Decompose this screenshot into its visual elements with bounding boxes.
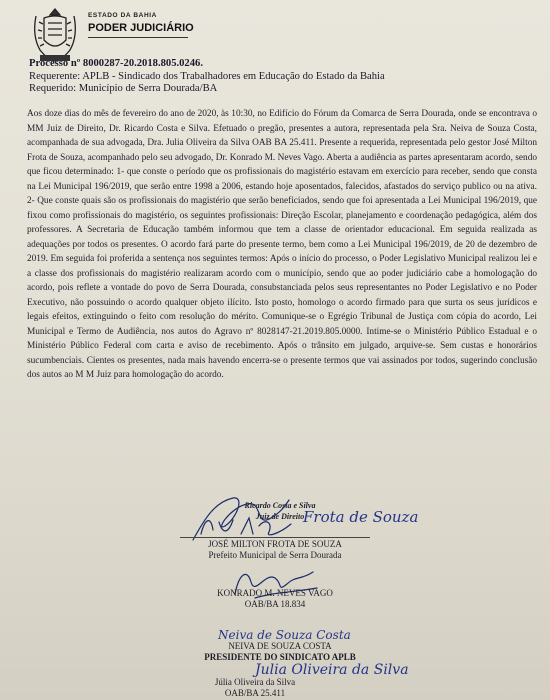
state-name: ESTADO DA BAHIA — [88, 12, 157, 19]
mayor-handwritten-name: Frota de Souza — [303, 508, 419, 526]
header-rule — [88, 37, 188, 38]
mayor-title: Prefeito Municipal de Serra Dourada — [208, 550, 342, 560]
union-lawyer-block — [190, 677, 320, 699]
letterhead — [28, 6, 328, 66]
union-president-title: PRESIDENTE DO SINDICATO APLB — [204, 652, 356, 662]
judge-title: Juiz de Direito — [255, 512, 305, 521]
plaintiff-line: Requerente: APLB - Sindicado dos Trabalhadores em Educação do Estado da Bahia — [29, 70, 385, 82]
process-number: Processo nº 8000287-20.2018.805.0246. — [29, 58, 203, 69]
case-info — [29, 58, 385, 96]
union-president-block — [170, 641, 390, 663]
lawyer-signature-block — [200, 588, 350, 610]
union-president-name: NEIVA DE SOUZA COSTA — [228, 641, 332, 651]
lawyer-name: KONRADO M. NEVES VAGO — [217, 588, 333, 598]
union-lawyer-oab: OAB/BA 25.411 — [224, 688, 286, 698]
defendant-line: Requerido: Município de Serra Dourada/BA — [29, 83, 218, 94]
judge-name: Ricardo Costa e Silva — [244, 501, 316, 510]
coat-of-arms-icon — [30, 6, 80, 64]
union-lawyer-handwritten-name: Julia Oliveira da Silva — [255, 662, 409, 678]
mayor-signature-block — [180, 537, 370, 561]
judiciary-name: PODER JUDICIÁRIO — [88, 22, 194, 34]
hearing-minutes-text: Aos doze dias do mês de fevereiro do ano de 2020, às 10:30, no Edifício do Fórum da Comarca de Serra Dourada, onde se encontrava o MM Juiz de Direito, Dr. Ricardo Costa e Silva. Efetuado o pregão, presentes a autora, representada pela Sra. Neiva de Souza Costa, acompanhada de sua advogada, Dra. Julia Oliveira da Silva OAB BA 25.411. Presente a requerida, representada pelo gestor José Milton Frota de Souza, acompanhado pelo seu advogado, Dr. Konrado M. Neves Vago. Aberta a audiência as partes apresentaram acordo, sendo que ficou determinado: 1- que conste o período que os profissionais do magistério estavam em exercício para receber, sendo que consta na Lei Municipal 196/2019, que serão entre 1998 a 2006, estando hoje aposentados, falecidos, afastados do serviço publico ou na ativa. 2- Que conste quais são os profissionais do magistério que serão beneficiados, sendo que foi apresentada a Lei Municipal 196/2019, que fixou como profissionais do magistério, os seguintes profissionais: Direção Escolar, planejamento e coordenação pedagógica, além dos professores. A Secretaria de Educação também informou que tem a classe de orientador educacional. Em seguida realizada as adequações por todos os presentes. O acordo fará parte do presente termo, bem como a Lei Municipal 196/2019, de 20 de dezembro de 2019. Em seguida foi proferida a sentença nos seguintes termos: Após o início do processo, o Poder Legislativo Municipal realizou lei e a classe dos profissionais do magistério realizaram acordo com o município, sendo que ao poder judiciário cabe a homologação do acordo, pois reflete a vontade do povo de Serra Dourada, consubstanciada pelos seus representantes no Poder Legislativo e no Poder Executivo, não possuindo o acordo qualquer objeto ilícito. Isto posto, homologo o acordo firmado para que surta os seus jurídicos e legais efeitos, extinguindo o feito com resolução do mérito. Comunique-se o Egrégio Tribunal de Justiça com cópia do acordo, Lei Municipal e Termo de Audiência, nos autos do Agravo nº 8028147-21.2019.805.0000. Intime-se o Ministério Público Estadual e o Ministério Público Federal com carta e aviso de recebimento. Após o trânsito em julgado, arquive-se. Sem custas e honorários sucumbenciais. Cientes os presentes, nada mais havendo encerra-se o presente termos que vai assinados por todos, sugerindo conclusão dos autos ao M M Juiz para homologação do acordo. — [27, 109, 537, 380]
union-president-handwritten-name: Neiva de Souza Costa — [218, 628, 351, 642]
lawyer-oab: OAB/BA 18.834 — [244, 599, 306, 609]
mayor-name: JOSÉ MILTON FROTA DE SOUZA — [180, 537, 370, 550]
union-lawyer-name: Júlia Oliveira da Silva — [214, 677, 296, 687]
